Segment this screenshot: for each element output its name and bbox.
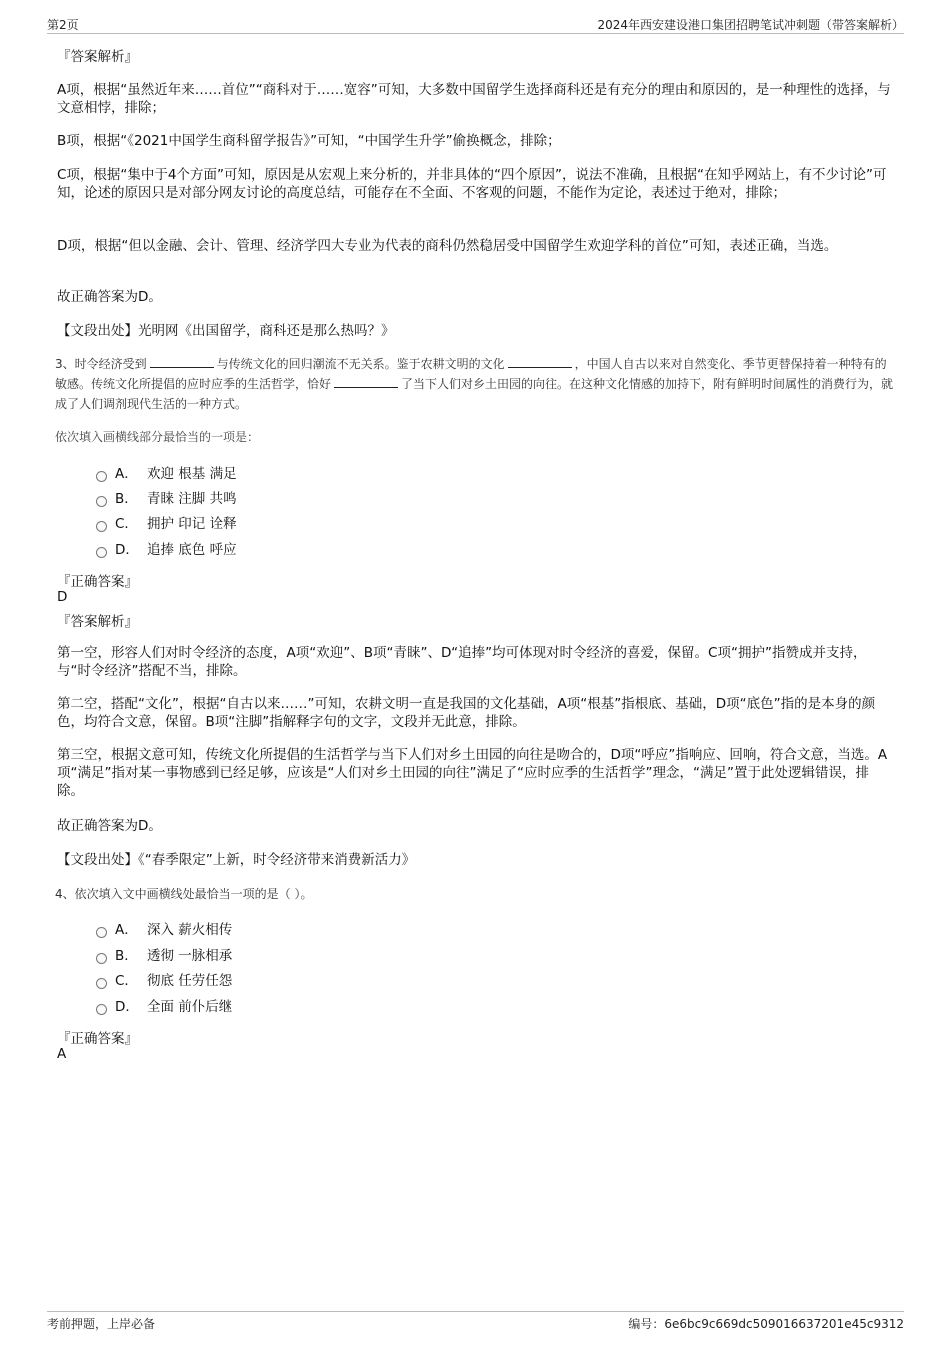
question-text: 3、时令经济受到 与传统文化的回归潮流不无关系。鉴于农耕文明的文化 ，中国人自古以来对自然变化、季节更替保持着一种特有的敏感。传统文化所提倡的应时应季的生活哲学，恰好 了当下人们对乡土田园的向往。在这种文化情感的加持下，附有鲜明时间属性的消费行为，就成了人们调剂现代生活的一种方式。 [55,357,894,411]
option-d[interactable]: D． 追捧 底色 呼应 [96,540,237,560]
analysis-label: 『答案解析』 [57,614,138,630]
option-a[interactable]: A． 欢迎 根基 满足 [96,464,237,484]
correct-answer-label: 『正确答案』 [57,1031,138,1047]
option-c[interactable]: C． 彻底 任劳任怨 [96,971,232,991]
page-number: 第2页 [47,18,79,32]
analysis-label: 『答案解析』 [57,49,138,65]
option-a[interactable]: A． 深入 薪火相传 [96,920,232,940]
correct-answer-value: A [57,1046,67,1062]
correct-answer-value: D [57,589,68,605]
option-c[interactable]: C． 拥护 印记 诠释 [96,514,237,534]
document-title: 2024年西安建设港口集团招聘笔试冲刺题（带答案解析） [597,18,904,32]
fill-blank [508,355,572,368]
correct-answer-label: 『正确答案』 [57,574,138,590]
radio-icon[interactable] [96,471,107,482]
analysis-paragraph: D项，根据“但以金融、会计、管理、经济学四大专业为代表的商科仍然稳居受中国留学生欢迎学科的首位”可知，表述正确，当选。 [57,238,838,254]
correct-answer-statement: 故正确答案为D。 [57,818,162,834]
radio-icon[interactable] [96,1004,107,1015]
analysis-paragraph: A项，根据“虽然近年来……首位”“商科对于……宽容”可知，大多数中国留学生选择商科还是有充分的理由和原因的，是一种理性的选择，与文意相悖，排除； [57,82,891,116]
radio-icon[interactable] [96,547,107,558]
footer-slogan: 考前押题，上岸必备 [47,1317,156,1331]
radio-icon[interactable] [96,953,107,964]
option-b[interactable]: B． 透彻 一脉相承 [96,946,232,966]
fill-blank [334,375,398,388]
page-header [47,14,904,34]
analysis-paragraph: 第二空，搭配“文化”，根据“自古以来……”可知，农耕文明一直是我国的文化基础，A项“根基”指根底、基础，D项“底色”指的是本身的颜色，均符合文意，保留。B项“注脚”指解释字句的文字，文段并无此意，排除。 [57,696,876,730]
source-citation: 【文段出处】光明网《出国留学，商科还是那么热吗？》 [57,323,395,339]
question-text: 4、依次填入文中画横线处最恰当一项的是（ ）。 [55,887,313,901]
correct-answer-statement: 故正确答案为D。 [57,289,162,305]
radio-icon[interactable] [96,978,107,989]
analysis-paragraph: 第三空，根据文意可知，传统文化所提倡的生活哲学与当下人们对乡土田园的向往是吻合的，D项“呼应”指响应、回响，符合文意，当选。A项“满足”指对某一事物感到已经足够，应该是“人们对乡土田园的向往”满足了“应时应季的生活哲学”理念，“满足”置于此处逻辑错误，排除。 [57,747,888,799]
analysis-paragraph: C项，根据“集中于4个方面”可知，原因是从宏观上来分析的，并非具体的“四个原因”，说法不准确，且根据“在知乎网站上，有不少讨论”可知，论述的原因只是对部分网友讨论的高度总结，可能存在不全面、不客观的问题，不能作为定论，表述过于绝对，排除； [57,167,887,201]
option-d[interactable]: D． 全面 前仆后继 [96,997,232,1017]
document-code: 编号：6e6bc9c669dc509016637201e45c9312 [628,1317,904,1331]
question-instruction: 依次填入画横线部分最恰当的一项是： [55,430,260,444]
option-b[interactable]: B． 青睐 注脚 共鸣 [96,489,237,509]
analysis-paragraph: B项，根据“《2021中国学生商科留学报告》”可知，“中国学生升学”偷换概念，排除； [57,133,561,149]
radio-icon[interactable] [96,927,107,938]
fill-blank [150,355,214,368]
page-footer [47,1311,904,1336]
analysis-paragraph: 第一空，形容人们对时令经济的态度，A项“欢迎”、B项“青睐”、D“追捧”均可体现对时令经济的喜爱，保留。C项“拥护”指赞成并支持，与“时令经济”搭配不当，排除。 [57,645,867,679]
source-citation: 【文段出处】《“春季限定”上新，时令经济带来消费新活力》 [57,852,416,868]
radio-icon[interactable] [96,496,107,507]
radio-icon[interactable] [96,521,107,532]
